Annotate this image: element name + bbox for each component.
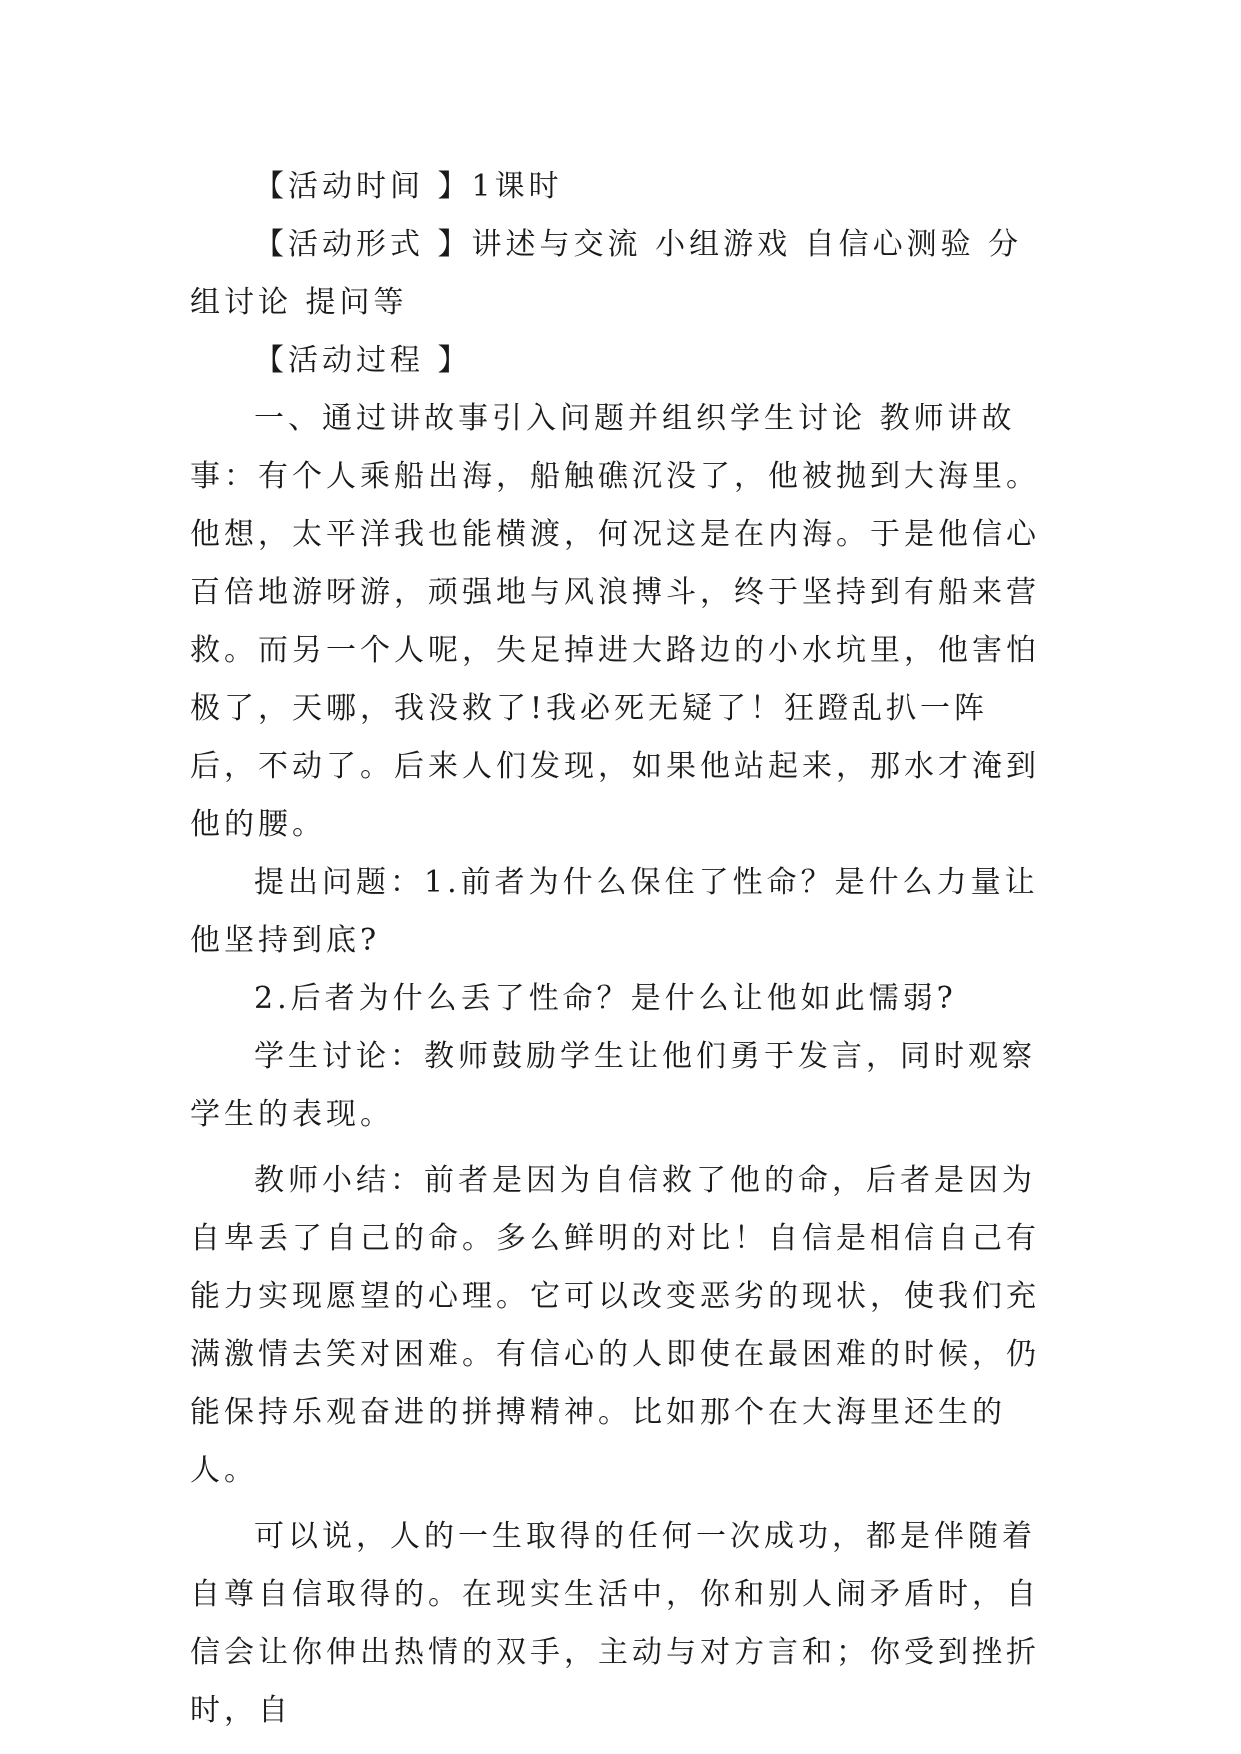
- question-one-paragraph: 提出问题：1.前者为什么保住了性命？是什么力量让他坚持到底?: [190, 865, 1039, 958]
- teacher-summary-paragraph: 教师小结：前者是因为自信救了他的命，后者是因为自卑丢了自己的命。多么鲜明的对比！自信是相信自己有能力实现愿望的心理。它可以改变恶劣的现状，使我们充满激情去笑对困难。有信心的人即使在最困难的时候，仍能保持乐观奋进的拼搏精神。比如那个在大海里还生的人。: [190, 1163, 1040, 1488]
- activity-process-heading: 【活动过程 】: [254, 343, 472, 378]
- document-body: [190, 158, 1050, 1740]
- activity-form-paragraph: 【活动形式 】讲述与交流 小组游戏 自信心测验 分组讨论 提问等: [190, 227, 1023, 320]
- conclusion-paragraph: 可以说，人的一生取得的任何一次成功，都是伴随着自尊自信取得的。在现实生活中，你和别人闹矛盾时，自信会让你伸出热情的双手，主动与对方言和；你受到挫折时，自: [190, 1519, 1040, 1728]
- question-two-paragraph: 2.后者为什么丢了性命？是什么让他如此懦弱?: [254, 981, 957, 1016]
- activity-time-line: 【活动时间 】1课时: [254, 169, 563, 204]
- student-discussion-paragraph: 学生讨论：教师鼓励学生让他们勇于发言，同时观察学生的表现。: [190, 1039, 1036, 1132]
- story-paragraph: 一、通过讲故事引入问题并组织学生讨论 教师讲故事：有个人乘船出海，船触礁沉没了，他被抛到大海里。他想，太平洋我也能横渡，何况这是在内海。于是他信心百倍地游呀游，顽强地与风浪搏斗，终于坚持到有船来营救。而另一个人呢，失足掉进大路边的小水坑里，他害怕极了，天哪，我没救了!我必死无疑了！狂蹬乱扒一阵后，不动了。后来人们发现，如果他站起来，那水才淹到他的腰。: [190, 401, 1040, 842]
